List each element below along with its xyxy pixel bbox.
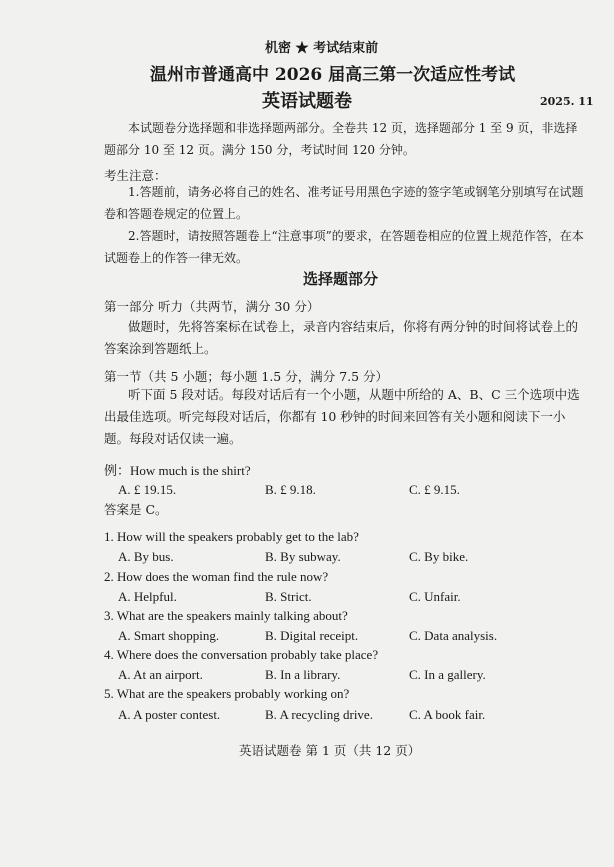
question-5-option-b: B. A recycling drive.: [265, 707, 373, 722]
sub1-instruction: 听下面 5 段对话。每段对话后有一个小题，从题中所给的 A、B、C 三个选项中选出最佳选项。听完每段对话后，你都有 10 秒钟的时间来回答有关小题和阅读下一小题。每段对话仅读一遍。: [104, 387, 580, 446]
question-2-option-b: B. Strict.: [265, 589, 312, 604]
note-item-1: 1.答题前，请务必将自己的姓名、准考证号用黑色字迹的签字笔或钢笔分别填写在试题卷和答题卷规定的位置上。: [104, 185, 584, 221]
confidential-label: 机密: [265, 41, 292, 56]
sub1-heading: 第一节（共 5 小题；每小题 1.5 分，满分 7.5 分）: [104, 369, 389, 384]
question-1-option-b: B. By subway.: [265, 549, 341, 564]
question-2: 2. How does the woman find the rule now?: [104, 569, 329, 584]
confidential-line: [265, 37, 378, 56]
question-3-option-b: B. Digital receipt.: [265, 628, 359, 643]
page-footer: 英语试题卷 第 1 页（共 12 页）: [239, 743, 421, 758]
example-option-c: C. £ 9.15.: [409, 482, 460, 497]
example-question: [104, 460, 251, 479]
question-5-option-a: A. A poster contest.: [118, 707, 221, 722]
exam-title: 温州市普通高中 2026 届高三第一次适应性考试: [150, 65, 516, 85]
example-question-text: How much is the shirt?: [130, 463, 251, 478]
notes-title: 考生注意：: [104, 168, 167, 183]
question-3-option-a: A. Smart shopping.: [118, 628, 220, 643]
question-5: 5. What are the speakers probably working on?: [104, 686, 350, 701]
example-answer: 答案是 C。: [104, 502, 168, 517]
paper-title: 英语试题卷: [262, 91, 352, 112]
question-3-option-c: C. Data analysis.: [409, 628, 498, 643]
exam-date: 2025. 11: [540, 95, 594, 108]
example-option-b: B. £ 9.18.: [265, 482, 316, 497]
question-2-option-c: C. Unfair.: [409, 589, 461, 604]
question-5-option-c: C. A book fair.: [409, 707, 486, 722]
star-icon: ★: [295, 41, 309, 56]
question-4-option-b: B. In a library.: [265, 667, 341, 682]
question-1: 1. How will the speakers probably get to the lab?: [104, 529, 359, 544]
question-3: 3. What are the speakers mainly talking about?: [104, 608, 348, 623]
part1-instruction: 做题时，先将答案标在试卷上，录音内容结束后，你将有两分钟的时间将试卷上的答案涂到答题纸上。: [104, 319, 579, 356]
note-item-2: 2.答题时，请按照答题卷上“注意事项”的要求，在答题卷相应的位置上规范作答，在本试题卷上的作答一律无效。: [104, 229, 584, 265]
section-title: 选择题部分: [303, 270, 379, 288]
question-1-option-a: A. By bus.: [118, 549, 174, 564]
question-4: 4. Where does the conversation probably take place?: [104, 647, 379, 662]
question-2-option-a: A. Helpful.: [118, 589, 177, 604]
example-label: 例：: [104, 463, 131, 478]
question-1-option-c: C. By bike.: [409, 549, 469, 564]
intro-paragraph: 本试题卷分选择题和非选择题两部分。全卷共 12 页，选择题部分 1 至 9 页，非选择题部分 10 至 12 页。满分 150 分，考试时间 120 分钟。: [104, 121, 578, 157]
after-exam-label: 考试结束前: [313, 41, 379, 56]
question-4-option-a: A. At an airport.: [118, 667, 203, 682]
example-option-a: A. £ 19.15.: [118, 482, 177, 497]
part1-heading: 第一部分 听力（共两节，满分 30 分）: [104, 299, 320, 314]
question-4-option-c: C. In a gallery.: [409, 667, 486, 682]
